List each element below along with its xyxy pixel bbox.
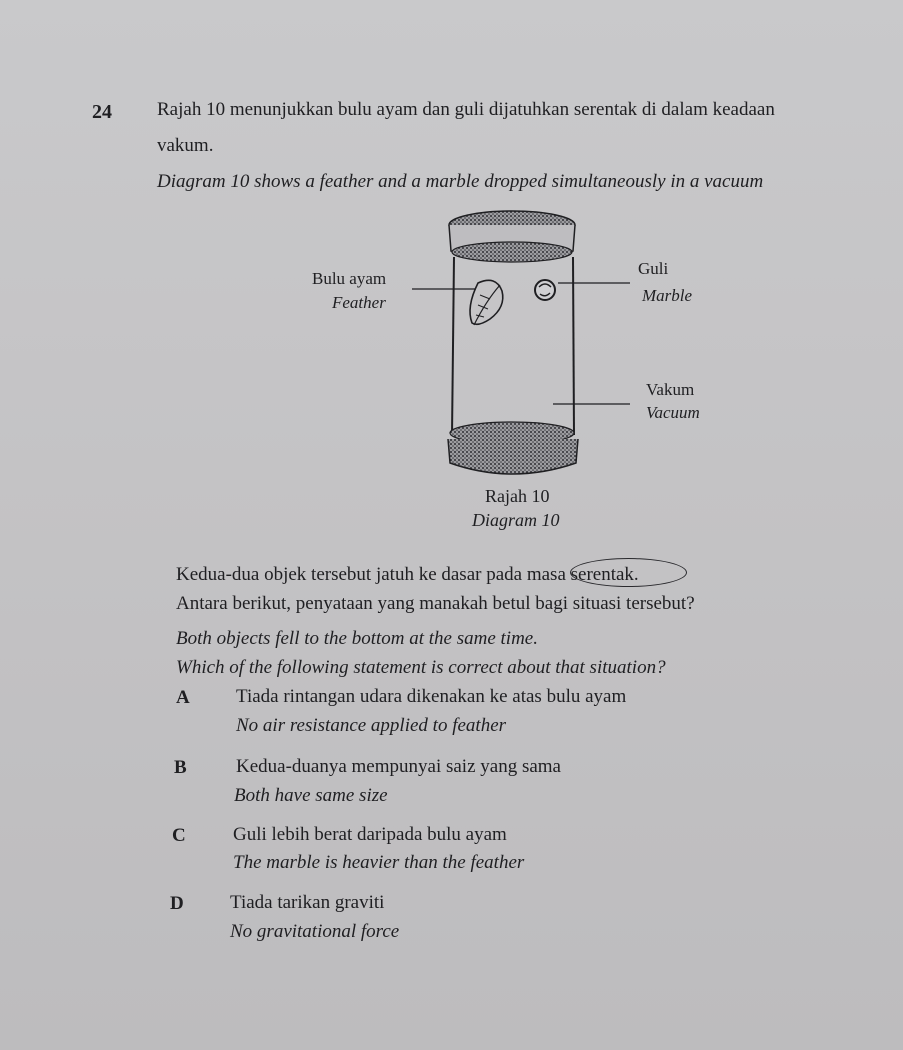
option-d-malay[interactable]: Tiada tarikan graviti [230,892,385,913]
diagram-caption-malay: Rajah 10 [485,486,550,506]
option-c-malay[interactable]: Guli lebih berat daripada bulu ayam [233,824,507,845]
option-d-letter[interactable]: D [170,893,184,914]
feather-icon [470,280,503,325]
label-marble-malay: Guli [638,259,669,278]
option-b-malay[interactable]: Kedua-duanya mempunyai saiz yang sama [236,756,561,777]
label-marble-english: Marble [642,286,693,305]
info-statement-malay: Kedua-dua objek tersebut jatuh ke dasar pada masa serentak. [176,564,639,585]
option-c-letter[interactable]: C [172,825,186,846]
tube-bottom-base [448,422,578,474]
marble-icon [535,280,555,300]
tube-top-cap [449,211,575,262]
label-feather-malay: Bulu ayam [312,269,387,288]
tube-right-wall [573,257,574,435]
option-b-english[interactable]: Both have same size [234,785,388,806]
option-a-malay[interactable]: Tiada rintangan udara dikenakan ke atas bulu ayam [236,686,627,707]
tube-left-wall [452,257,454,435]
question-number: 24 [92,101,112,123]
label-feather-english: Feather [332,293,386,312]
vacuum-tube-diagram [290,195,750,535]
question-stem-malay-continued: vakum. [157,135,214,156]
option-c-english[interactable]: The marble is heavier than the feather [233,852,525,873]
question-stem-malay: Rajah 10 menunjukkan bulu ayam dan guli dijatuhkan serentak di dalam keadaan [157,99,775,120]
label-vacuum-english: Vacuum [646,403,700,422]
question-stem-english: Diagram 10 shows a feather and a marble dropped simultaneously in a vacuum [157,171,764,192]
info-question-english: Which of the following statement is correct about that situation? [176,657,666,678]
info-statement-english: Both objects fell to the bottom at the same time. [176,628,538,649]
info-question-malay: Antara berikut, penyataan yang manakah betul bagi situasi tersebut? [176,593,695,614]
option-d-english[interactable]: No gravitational force [230,921,400,942]
vacuum-tube-illustration [290,195,750,535]
diagram-caption-english: Diagram 10 [472,510,560,530]
option-a-english[interactable]: No air resistance applied to feather [236,715,507,736]
option-a-letter[interactable]: A [176,687,190,708]
label-vacuum-malay: Vakum [646,380,695,399]
option-b-letter[interactable]: B [174,757,187,778]
